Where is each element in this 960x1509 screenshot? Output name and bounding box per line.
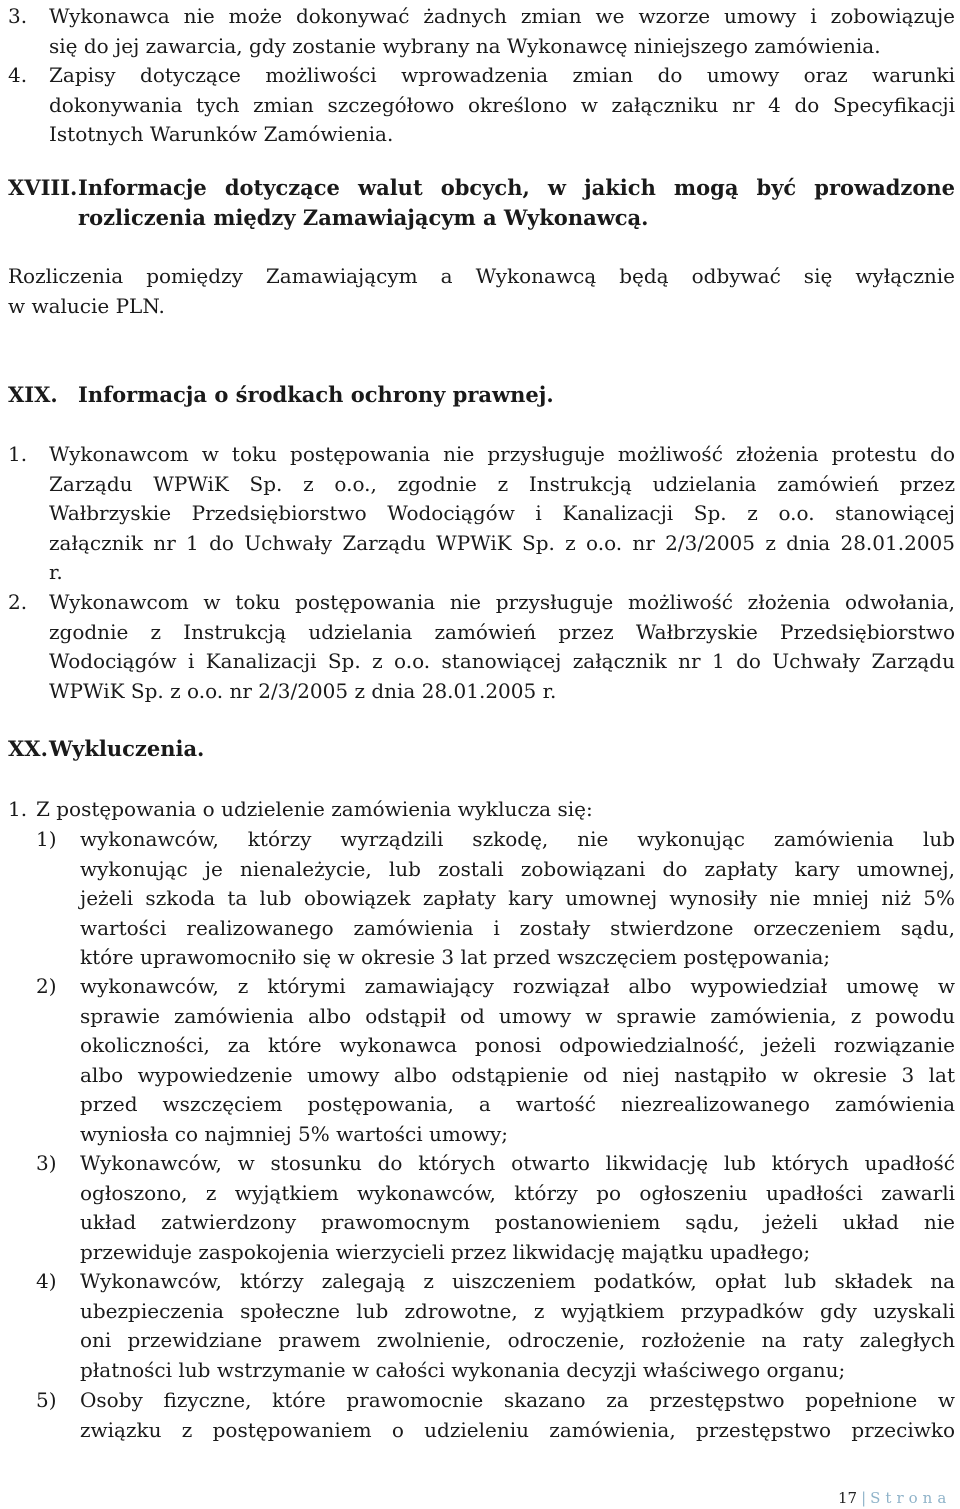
section-xix-title: Informacja o środkach ochrony prawnej. [78, 382, 554, 407]
exclusion-item-1-text [80, 825, 955, 973]
section-xix-item-1-number: 1. [8, 442, 28, 466]
exclusion-item-2-line: przed wszczęciem postępowania, a wartość niezrealizowanego zamówienia [80, 1092, 955, 1117]
section-xviii-heading-number: XVIII. [8, 175, 78, 200]
exclusion-item-3-line: przewiduje zaspokojenia wierzycieli przez likwidację majątku upadłego; [80, 1239, 811, 1264]
section-xix-item-2-line: zgodnie z Instrukcją udzielania zamówień przez Wałbrzyskie Przedsiębiorstwo [49, 619, 955, 644]
footer-separator: | [861, 1489, 867, 1507]
footer-label: Strona [870, 1489, 952, 1507]
exclusion-item-1-line: wykonawców, którzy wyrządzili szkodę, nie wykonując zamówienia lub [80, 827, 955, 851]
section-xviii-heading-text [78, 173, 955, 232]
section-xx-title: Wykluczenia. [49, 736, 205, 761]
exclusion-item-2-line: wyniosła co najmniej 5% wartości umowy; [80, 1121, 509, 1146]
list-item-4-number: 4. [8, 63, 28, 87]
section-xix-item-1-text [49, 440, 955, 588]
page-footer [838, 1489, 951, 1507]
section-xix-number: XIX. [8, 382, 58, 407]
section-xx-item-1-number: 1. [8, 797, 28, 821]
section-xviii-heading-line: Informacje dotyczące walut obcych, w jakich mogą być prowadzone [78, 175, 955, 200]
exclusion-item-2-number: 2) [36, 974, 57, 998]
section-xix-item-2-text [49, 588, 955, 706]
exclusion-item-5-text [80, 1386, 955, 1445]
section-xix-item-2-line: WPWiK Sp. z o.o. nr 2/3/2005 z dnia 28.01.2005 r. [49, 678, 557, 703]
list-item-3-number: 3. [8, 4, 28, 28]
exclusion-item-2-line: okoliczności, za które wykonawca ponosi odpowiedzialność, jeżeli rozwiązanie [80, 1033, 955, 1058]
section-xviii-heading-line: rozliczenia między Zamawiającym a Wykonawcą. [78, 204, 649, 230]
exclusion-item-4-number: 4) [36, 1269, 57, 1293]
exclusion-item-2-line: albo wypowiedzenie umowy albo odstąpienie od niej nastąpiło w okresie 3 lat [80, 1062, 955, 1087]
section-xix-item-1-line: Wałbrzyskie Przedsiębiorstwo Wodociągów i Kanalizacji Sp. z o.o. stanowiącej [49, 501, 955, 526]
exclusion-item-1-line: wartości realizowanego zamówienia i zostały stwierdzone orzeczeniem sądu, [80, 915, 955, 940]
exclusion-item-1-number: 1) [36, 827, 57, 851]
exclusion-item-1-line: jeżeli szkoda ta lub obowiązek zapłaty kary umownej wynosiły nie mniej niż 5% [80, 886, 955, 911]
exclusion-item-2-text [80, 972, 955, 1150]
exclusion-item-4-text [80, 1267, 955, 1385]
list-item-4-line: Istotnych Warunków Zamówienia. [49, 122, 394, 147]
section-xix-item-1-line: Wykonawcom w toku postępowania nie przysługuje możliwość złożenia protestu do [49, 442, 955, 466]
list-item-4-line: dokonywania tych zmian szczegółowo określono w załączniku nr 4 do Specyfikacji [49, 92, 955, 117]
section-xix-item-1-line: Zarządu WPWiK Sp. z o.o., zgodnie z Instrukcją udzielania zamówień przez [49, 471, 955, 496]
section-xix-item-1-line: załącznik nr 1 do Uchwały Zarządu WPWiK Sp. z o.o. nr 2/3/2005 z dnia 28.01.2005 [49, 530, 955, 555]
section-xix-item-2-line: Wykonawcom w toku postępowania nie przysługuje możliwość złożenia odwołania, [49, 590, 955, 614]
section-xx-number: XX. [8, 736, 48, 761]
section-xix-item-2-number: 2. [8, 590, 28, 614]
exclusion-item-5-number: 5) [36, 1388, 57, 1412]
section-xviii-body-line: Rozliczenia pomiędzy Zamawiającym a Wykonawcą będą odbywać się wyłącznie [8, 264, 955, 288]
list-item-3-line: się do jej zawarcia, gdy zostanie wybrany na Wykonawcę niniejszego zamówienia. [49, 33, 881, 58]
exclusion-item-3-line: Wykonawców, w stosunku do których otwarto likwidację lub których upadłość [80, 1151, 955, 1175]
exclusion-item-3-text [80, 1149, 955, 1267]
exclusion-item-3-number: 3) [36, 1151, 57, 1175]
exclusion-item-1-line: wykonując je nienależycie, lub zostali zobowiązani do zapłaty kary umownej, [80, 856, 955, 881]
exclusion-item-4-line: płatności lub wstrzymanie w całości wykonania decyzji właściwego organu; [80, 1357, 846, 1382]
section-xviii-body [8, 262, 955, 321]
section-xviii-body-line: w walucie PLN. [8, 293, 165, 318]
exclusion-item-2-line: sprawie zamówienia albo odstąpił od umowy w sprawie zamówienia, z powodu [80, 1003, 955, 1028]
exclusion-item-1-line: które uprawomocniło się w okresie 3 lat przed wszczęciem postępowania; [80, 945, 831, 970]
exclusion-item-2-line: wykonawców, z którymi zamawiający rozwiązał albo wypowiedział umowę w [80, 974, 955, 998]
exclusion-item-4-line: oni przewidziane prawem zwolnienie, odroczenie, rozłożenie na raty zaległych [80, 1328, 955, 1353]
section-xx-item-1-text: Z postępowania o udzielenie zamówienia wyklucza się: [36, 797, 593, 821]
exclusion-item-3-line: ogłoszono, z wyjątkiem wykonawców, którzy po ogłoszeniu upadłości zawarli [80, 1180, 955, 1205]
exclusion-item-3-line: układ zatwierdzony prawomocnym postanowieniem sądu, jeżeli układ nie [80, 1210, 955, 1235]
list-item-4-text [49, 61, 955, 150]
exclusion-item-4-line: ubezpieczenia społeczne lub zdrowotne, z wyjątkiem przypadków gdy uzyskali [80, 1298, 955, 1323]
section-xix-item-1-line: r. [49, 560, 63, 585]
page-number: 17 [838, 1489, 858, 1507]
list-item-3-line: Wykonawca nie może dokonywać żadnych zmian we wzorze umowy i zobowiązuje [49, 4, 955, 28]
list-item-4-line: Zapisy dotyczące możliwości wprowadzenia zmian do umowy oraz warunki [49, 63, 955, 87]
exclusion-item-5-line: Osoby fizyczne, które prawomocnie skazano za przestępstwo popełnione w [80, 1388, 955, 1412]
section-xix-item-2-line: Wodociągów i Kanalizacji Sp. z o.o. stanowiącej załącznik nr 1 do Uchwały Zarządu [49, 649, 955, 674]
exclusion-item-4-line: Wykonawców, którzy zalegają z uiszczeniem podatków, opłat lub składek na [80, 1269, 955, 1293]
exclusion-item-5-line: związku z postępowaniem o udzieleniu zamówienia, przestępstwo przeciwko [80, 1417, 955, 1442]
list-item-3-text [49, 2, 955, 61]
